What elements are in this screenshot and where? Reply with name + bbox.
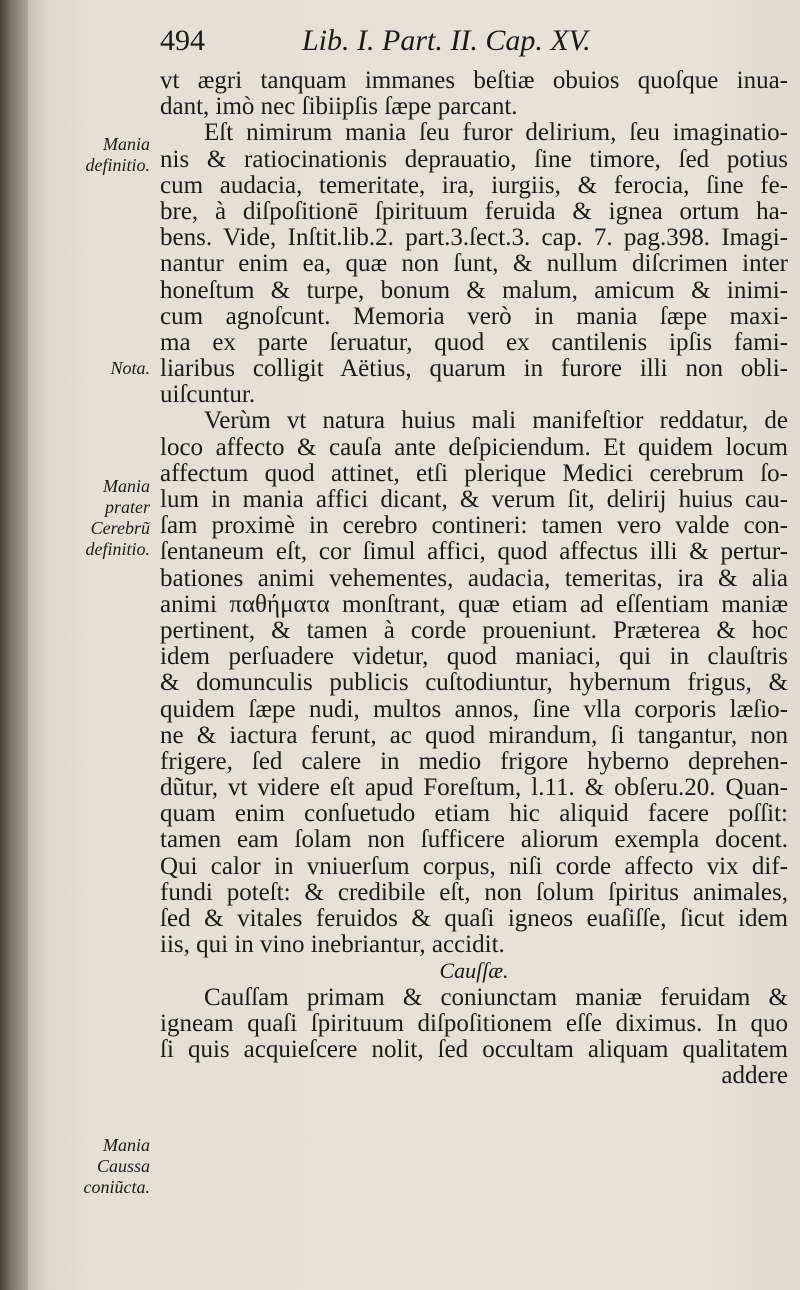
text-line: frigere, ſed calere in medio frigore hyberno deprehen-: [160, 747, 788, 775]
text-line: liaribus colligit Aëtius, quarum in furore illi non obli-: [160, 355, 788, 383]
text-line: dant, imò nec ſibiipſis ſæpe parcant.: [160, 93, 518, 121]
text-line: honeſtum & turpe, bonum & malum, amicum & inimi-: [160, 276, 788, 304]
text-line: animi παθήματα monſtrant, quæ etiam ad eſſentiam maniæ: [160, 590, 788, 618]
section-heading: Cauſſæ.: [439, 958, 509, 984]
text-line: pertinent, & tamen à corde proueniunt. Præterea & hoc: [160, 616, 788, 644]
text-line: nis & ratiocinationis deprauatio, ſine timore, ſed potius: [160, 145, 788, 173]
text-line: Qui calor in vniuerſum corpus, niſi corde affecto vix dif-: [160, 852, 788, 880]
text-line: vt ægri tanquam immanes beſtiæ obuios quoſque inua-: [160, 67, 788, 94]
text-line: ne & iactura ferunt, ac quod mirandum, ſi tangantur, non: [160, 721, 788, 749]
text-line: dũtur, vt videre eſt apud Foreſtum, l.11. & obſeru.20. Quan-: [160, 774, 788, 802]
text-line: bre, à diſpoſitionē ſpirituum feruida & ignea ortum ha-: [160, 197, 788, 225]
text-line: quam enim conſuetudo etiam hic aliquid facere poſſit:: [160, 800, 788, 828]
text-line: uiſcuntur.: [160, 381, 256, 409]
text-line: ſi quis acquieſcere nolit, ſed occultam aliquam qualitatem: [160, 1035, 788, 1063]
text-line: & domunculis publicis cuſtodiuntur, hybernum frigus, &: [160, 669, 788, 697]
running-header: [160, 24, 780, 64]
text-line: bens. Vide, Inſtit.lib.2. part.3.ſect.3. cap. 7. pag.398. Imagi-: [160, 224, 788, 252]
text-line: quidem ſæpe nudi, multos annos, ſine vlla corporis læſio-: [160, 695, 788, 723]
margin-note-nota: Nota.: [110, 358, 150, 378]
text-line: nantur enim ea, quæ non ſunt, & nullum diſcrimen inter: [160, 250, 788, 278]
text-line: ſentaneum eſt, cor ſimul affici, quod affectus illi & pertur-: [160, 538, 788, 566]
text-line: tamen eam ſolam non ſufficere aliorum exempla docent.: [160, 826, 788, 854]
margin-note-mania-caussa: Mania Caussa coniũcta.: [83, 1135, 150, 1197]
text-line: Eſt nimirum mania ſeu furor delirium, ſeu imaginatio-: [204, 119, 788, 147]
text-line: ma ex parte ſeruatur, quod ex cantilenis ipſis fami-: [160, 328, 788, 356]
text-line: ſed & vitales feruidos & quaſi igneos euaſiſſe, ſicut idem: [160, 905, 788, 932]
text-line: lum in mania affici dicant, & verum ſit, delirij huius cau-: [160, 486, 788, 513]
margin-note-mania-definitio: Mania definitio.: [85, 134, 150, 175]
text-line: affectum quod attinet, etſi plerique Medici cerebrum ſo-: [160, 459, 788, 487]
catchword: addere: [721, 1062, 788, 1090]
body-text: [160, 68, 788, 1089]
text-line: idem perſuadere videtur, quod maniaci, qui in clauſtris: [160, 643, 788, 671]
text-line: igneam quaſi ſpirituum diſpoſitionem eſſe diximus. In quo: [160, 1009, 788, 1037]
text-line: loco affecto & cauſa ante deſpiciendum. Et quidem locum: [160, 433, 788, 461]
binding-gutter: [0, 0, 28, 1290]
text-line: ſam proximè in cerebro contineri: tamen vero valde con-: [160, 512, 788, 540]
text-line: cum audacia, temeritate, ira, iurgiis, & ferocia, ſine fe-: [160, 171, 788, 199]
text-line: bationes animi vehementes, audacia, temeritas, ira & alia: [160, 564, 788, 592]
text-line: fundi poteſt: & credibile eſt, non ſolum ſpiritus animales,: [160, 878, 788, 906]
running-title: Lib. I. Part. II. Cap. XV.: [302, 24, 591, 57]
margin-note-mania-praeter: Mania prater Cerebrũ definitio.: [85, 476, 150, 559]
text-line: cum agnoſcunt. Memoria verò in mania ſæpe maxi-: [160, 302, 788, 330]
page-number: 494: [160, 24, 205, 57]
text-line: iis, qui in vino inebriantur, accidit.: [160, 931, 505, 959]
text-line: Cauſſam primam & coniunctam maniæ feruidam &: [204, 983, 788, 1011]
text-line: Verùm vt natura huius mali manifeſtior reddatur, de: [204, 407, 788, 435]
